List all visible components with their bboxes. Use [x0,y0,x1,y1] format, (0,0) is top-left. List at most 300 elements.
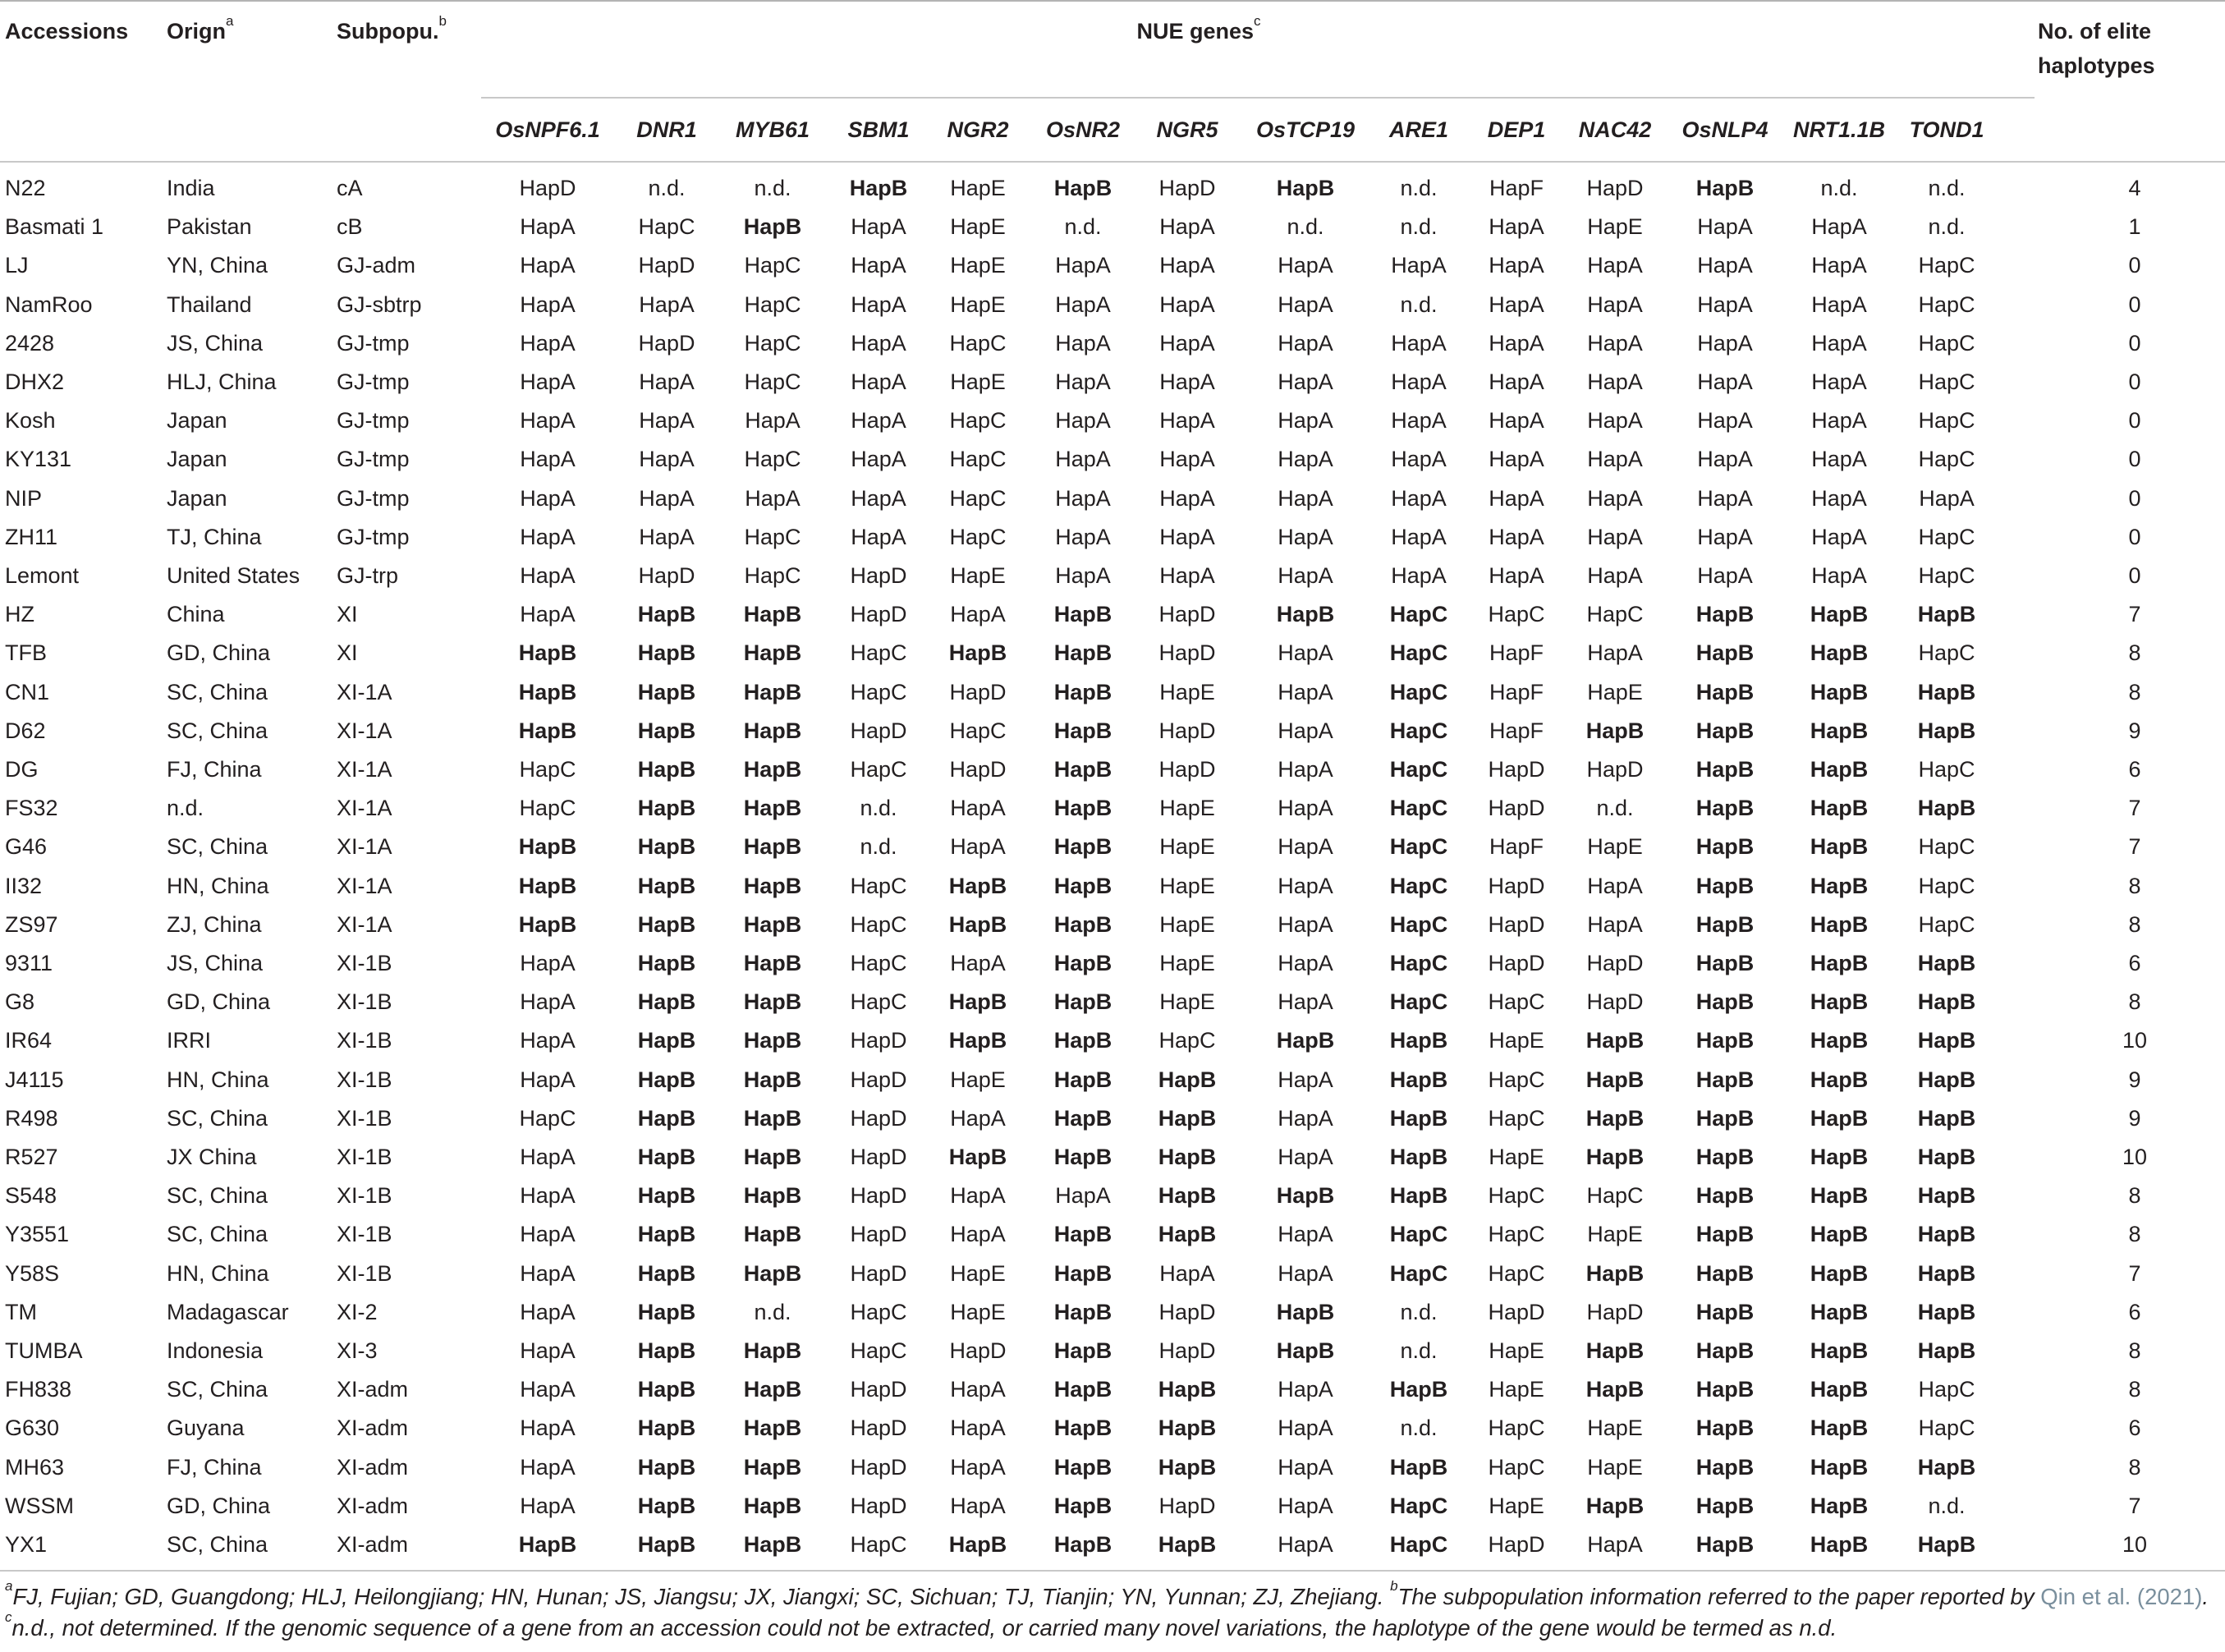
haplotype-cell-elite: HapB [743,1377,802,1402]
haplotype-cell: HapA [1697,447,1753,472]
subpop-cell: XI-1B [337,1067,392,1092]
subpop-cell: XI-adm [337,1532,409,1557]
haplotype-cell-elite: HapB [518,640,577,666]
haplotype-cell: HapA [950,796,1006,821]
haplotype-cell-elite: HapB [637,1028,696,1053]
haplotype-cell-elite: HapB [1810,796,1869,821]
haplotype-cell: HapA [1391,253,1447,278]
haplotype-cell-elite: HapB [948,873,1007,898]
accession-cell: FH838 [5,1377,72,1402]
haplotype-cell: HapA [1391,369,1447,394]
haplotype-cell: HapC [744,563,801,588]
elite-count-cell: 0 [2128,447,2141,472]
haplotype-cell: HapA [1159,1260,1215,1286]
origin-cell: JX China [167,1145,257,1169]
haplotype-cell: HapA [1278,1260,1333,1286]
haplotype-cell-elite: HapB [1276,1338,1335,1363]
accession-cell: Kosh [5,408,56,434]
haplotype-cell: HapC [1158,1028,1216,1053]
table-footnote: $^a$FJ, Fujian; GD, Guangdong; HLJ, Heilongjiang; HN, Hunan; JS, Jiangsu; JX, Jiangxi; SC, Sichuan; TJ, Tianjin; YN, Yunnan; ZJ, Zhejiang. $^b$The subpopulation information referred to the paper reported by Qin et al. (2021). $^c$n.d., not determined. If the genomic sequence of a gene from an accession could not be extracted, or carried many novel variations, the haplotype of the gene would be termed as n.d. [5,1578,2209,1641]
subpop-cell: GJ-adm [337,253,416,278]
haplotype-cell-elite: HapB [743,873,802,898]
haplotype-cell: HapA [1697,485,1753,511]
elite-count-cell: 8 [2128,1454,2141,1480]
haplotype-cell: HapE [1489,1493,1544,1518]
haplotype-cell: HapE [1159,873,1215,898]
haplotype-cell: HapA [1489,291,1544,317]
haplotype-cell-elite: HapB [743,911,802,937]
subpop-cell: XI-1B [337,989,392,1015]
haplotype-cell: HapA [1391,563,1447,588]
accession-cell: FS32 [5,796,58,821]
haplotype-cell: HapC [638,214,695,240]
table-row [0,750,2225,789]
table-row [0,1215,2225,1254]
top-rule [0,0,2225,2]
origin-cell: United States [167,563,300,588]
haplotype-cell-elite: HapB [948,1028,1007,1053]
haplotype-cell: HapA [1391,485,1447,511]
haplotype-cell: HapA [639,291,695,317]
haplotype-cell-elite: HapB [1810,1105,1869,1131]
haplotype-cell: HapA [1587,873,1643,898]
gene-header: OsTCP19 [1255,117,1356,142]
haplotype-cell: HapC [1918,330,1975,356]
haplotype-cell-elite: HapB [637,1183,696,1209]
haplotype-cell-elite: HapB [637,1260,696,1286]
haplotype-cell: HapA [1587,253,1643,278]
haplotype-cell-elite: HapB [1389,1183,1448,1209]
haplotype-cell-elite: HapB [518,1532,577,1557]
origin-cell: HN, China [167,1067,269,1092]
haplotype-cell-elite: HapB [1053,1222,1112,1247]
haplotype-cell: HapA [1055,408,1111,434]
haplotype-cell: HapA [1811,485,1867,511]
haplotype-cell-elite: HapB [1695,718,1755,743]
haplotype-cell: HapF [1489,176,1544,200]
haplotype-cell-elite: HapB [1585,1260,1645,1286]
haplotype-cell-elite: HapB [1276,602,1335,627]
haplotype-cell-elite: HapB [1053,1493,1112,1518]
gene-header: NGR5 [1156,117,1218,142]
accession-cell: CN1 [5,679,50,704]
accession-cell: MH63 [5,1454,65,1480]
haplotype-cell: HapC [519,796,576,821]
haplotype-cell: HapA [520,524,576,549]
haplotype-cell: HapE [1159,911,1215,937]
haplotype-cell-elite: HapB [1585,1377,1645,1402]
haplotype-cell: HapA [520,1493,576,1518]
haplotype-cell-elite: HapB [1158,1105,1217,1131]
subpop-cell: XI-adm [337,1416,409,1441]
haplotype-cell: HapD [1488,796,1545,821]
haplotype-cell-elite: HapB [1053,1067,1112,1092]
gene-header: NAC42 [1578,117,1652,142]
haplotype-cell: HapC [1586,602,1644,627]
haplotype-cell-elite: HapB [743,1145,802,1169]
haplotype-cell-elite: HapC [1389,989,1448,1015]
elite-count-cell: 0 [2128,291,2141,317]
haplotype-cell-elite: HapB [1917,1260,1976,1286]
haplotype-cell: HapC [1918,291,1975,317]
haplotype-cell-elite: HapB [743,1493,802,1518]
subpop-cell: XI-1B [337,1028,392,1053]
haplotype-cell-elite: HapB [849,176,908,200]
accession-cell: HZ [5,602,34,627]
haplotype-cell-elite: HapB [948,911,1007,937]
haplotype-cell-elite: HapB [637,640,696,666]
haplotype-cell: HapC [949,330,1007,356]
haplotype-cell-elite: HapB [743,757,802,782]
haplotype-cell: HapA [1055,563,1111,588]
haplotype-cell: HapA [950,1377,1006,1402]
table-row [0,518,2225,557]
table-row [0,557,2225,595]
origin-cell: SC, China [167,1377,268,1402]
subpop-cell: GJ-tmp [337,330,410,356]
haplotype-cell-elite: HapB [1917,1145,1976,1169]
haplotype-cell-elite: HapB [1810,1067,1869,1092]
haplotype-cell-elite: HapB [1810,1338,1869,1363]
haplotype-cell: HapA [520,1416,576,1441]
origin-cell: SC, China [167,1222,268,1247]
haplotype-cell: HapA [1278,834,1333,860]
table-row [0,208,2225,246]
haplotype-cell: HapD [1158,1299,1216,1324]
haplotype-cell: HapA [1278,524,1333,549]
haplotype-cell-elite: HapB [1389,1377,1448,1402]
haplotype-cell: HapC [1918,1377,1975,1402]
table-row [0,363,2225,402]
haplotype-cell: HapA [1278,1145,1333,1169]
elite-count-cell: 8 [2128,1183,2141,1209]
haplotype-cell: HapA [1159,408,1215,434]
haplotype-cell-elite: HapB [1810,911,1869,937]
haplotype-cell: HapE [950,369,1006,394]
haplotype-cell: HapA [1278,679,1333,704]
citation-link[interactable]: Qin et al. (2021) [2040,1584,2203,1609]
haplotype-cell: n.d. [1400,214,1438,240]
haplotype-cell-elite: HapB [1389,1067,1448,1092]
haplotype-cell: HapC [1918,253,1975,278]
accession-cell: G46 [5,834,48,860]
haplotype-cell: HapC [1918,911,1975,937]
haplotype-cell: HapA [1919,485,1975,511]
origin-cell: YN, China [167,253,268,278]
haplotype-cell: HapA [1587,369,1643,394]
haplotype-cell-elite: HapB [518,718,577,743]
haplotype-cell: HapE [950,1260,1006,1286]
elite-count-cell: 8 [2128,1377,2141,1402]
haplotype-cell: HapE [1489,1028,1544,1053]
haplotype-cell: HapE [950,291,1006,317]
accession-cell: J4115 [5,1067,64,1092]
haplotype-cell-elite: HapB [1053,640,1112,666]
haplotype-cell-elite: HapB [1810,1454,1869,1480]
haplotype-cell-elite: HapB [1810,989,1869,1015]
haplotype-cell-elite: HapB [1053,1145,1112,1169]
haplotype-cell: HapC [1918,563,1975,588]
haplotype-cell-elite: HapB [1053,176,1112,200]
haplotype-cell-elite: HapB [637,718,696,743]
elite-count-cell: 7 [2128,834,2141,860]
haplotype-cell: HapA [1278,485,1333,511]
haplotype-cell: HapC [1918,1416,1975,1441]
haplotype-cell: HapA [1587,408,1643,434]
haplotype-cell: HapD [850,1377,907,1402]
col-header-elite-count: No. of elite haplotypes [2038,19,2155,78]
haplotype-cell: HapA [1587,291,1643,317]
elite-count-cell: 8 [2128,911,2141,937]
haplotype-cell-elite: HapB [1810,873,1869,898]
haplotype-cell: HapA [1587,485,1643,511]
haplotype-cell-elite: HapB [743,1222,802,1247]
haplotype-cell-elite: HapB [1695,911,1755,937]
subpop-cell: XI-1B [337,951,392,975]
haplotype-cell: HapA [1159,291,1215,317]
haplotype-cell: HapA [851,291,906,317]
haplotype-cell-elite: HapB [743,214,802,240]
haplotype-cell: n.d. [860,834,897,860]
table-row [0,1177,2225,1215]
haplotype-cell-elite: HapB [1917,679,1976,704]
gene-header: SBM1 [847,117,910,142]
subpop-cell: XI-1A [337,834,392,860]
subpop-cell: cA [337,176,363,200]
subpop-cell: GJ-trp [337,563,399,588]
haplotype-cell: HapC [744,330,801,356]
haplotype-cell: HapE [950,176,1006,200]
haplotype-cell: HapC [1586,1183,1644,1209]
haplotype-cell-elite: HapB [1695,1493,1755,1518]
accession-cell: II32 [5,873,43,898]
haplotype-cell-elite: HapB [1695,176,1755,200]
table-row [0,906,2225,944]
gene-header: OsNPF6.1 [495,117,600,142]
haplotype-cell-elite: HapB [1276,176,1335,200]
haplotype-cell: HapA [1278,369,1333,394]
haplotype-cell: HapC [949,524,1007,549]
elite-count-cell: 8 [2128,1222,2141,1247]
haplotype-cell: HapC [1488,602,1545,627]
haplotype-cell: HapD [1158,1493,1216,1518]
haplotype-cell: HapA [1489,214,1544,240]
subpop-cell: XI-1A [337,757,392,782]
haplotype-cell-elite: HapB [1158,1222,1217,1247]
haplotype-cell: HapF [1489,679,1544,704]
haplotype-cell: HapA [1278,1067,1333,1092]
haplotype-cell: HapD [949,757,1007,782]
table-row [0,324,2225,363]
haplotype-cell: HapA [1697,214,1753,240]
subpop-cell: GJ-sbtrp [337,291,422,317]
haplotype-cell-elite: HapC [1389,602,1448,627]
haplotype-cell: HapC [850,911,907,937]
haplotype-cell: HapE [1587,1416,1643,1441]
haplotype-cell: HapC [1488,989,1545,1015]
haplotype-cell: HapE [1159,951,1215,975]
haplotype-cell: HapD [638,253,695,278]
haplotype-cell: HapA [950,1493,1006,1518]
haplotype-cell-elite: HapC [1389,911,1448,937]
origin-cell: HN, China [167,1260,269,1286]
origin-cell: JS, China [167,330,264,356]
haplotype-cell-elite: HapB [1158,1067,1217,1092]
haplotype-cell: HapA [520,563,576,588]
haplotype-cell: HapA [1278,1532,1333,1557]
haplotype-cell: HapA [1811,330,1867,356]
origin-cell: Japan [167,485,227,511]
table-row [0,286,2225,324]
haplotype-cell-elite: HapB [518,834,577,860]
haplotype-cell-elite: HapC [1389,640,1448,666]
elite-count-cell: 9 [2128,1105,2141,1131]
haplotype-cell-elite: HapB [743,1532,802,1557]
subpop-cell: XI-1B [337,1183,392,1209]
haplotype-cell: HapC [850,1299,907,1324]
haplotype-cell-elite: HapB [743,951,802,975]
haplotype-cell-elite: HapB [1917,1028,1976,1053]
haplotype-cell: HapA [1697,524,1753,549]
haplotype-cell: HapD [850,1105,907,1131]
haplotype-cell-elite: HapB [1810,1299,1869,1324]
origin-cell: SC, China [167,718,268,743]
haplotype-cell: HapA [520,253,576,278]
haplotype-cell-elite: HapC [1389,1222,1448,1247]
elite-count-cell: 0 [2128,330,2141,356]
accession-cell: Basmati 1 [5,214,104,240]
origin-cell: FJ, China [167,757,262,782]
col-header-subpop: Subpopu.$^b$ [337,13,447,44]
haplotype-cell: HapE [1489,1145,1544,1169]
haplotype-cell: HapA [520,1338,576,1363]
haplotype-cell: HapC [1918,524,1975,549]
haplotype-cell-elite: HapB [637,989,696,1015]
haplotype-cell: HapA [520,951,576,975]
haplotype-cell: HapA [950,1183,1006,1209]
subpop-cell: GJ-tmp [337,524,410,549]
gene-header: ARE1 [1388,117,1449,142]
accession-cell: DG [5,757,39,782]
haplotype-cell-elite: HapB [637,1532,696,1557]
haplotype-cell-elite: HapB [1053,1260,1112,1286]
haplotype-cell-elite: HapB [1053,1532,1112,1557]
elite-count-cell: 1 [2128,214,2141,240]
nue-genes-underline [481,97,2035,99]
haplotype-cell: HapA [1811,563,1867,588]
haplotype-cell: HapA [520,602,576,627]
origin-cell: HLJ, China [167,369,277,394]
haplotype-cell: n.d. [1400,291,1438,317]
haplotype-cell-elite: HapB [1695,1067,1755,1092]
haplotype-cell-elite: HapB [743,796,802,821]
origin-cell: Thailand [167,291,252,317]
haplotype-cell: HapA [1278,989,1333,1015]
haplotype-cell-elite: HapB [1695,679,1755,704]
haplotype-cell-elite: HapB [743,1067,802,1092]
haplotype-cell-elite: HapB [1389,1454,1448,1480]
haplotype-cell: HapD [1488,873,1545,898]
haplotype-cell: HapD [850,1222,907,1247]
haplotype-cell-elite: HapC [1389,757,1448,782]
haplotype-cell-elite: HapC [1389,1260,1448,1286]
haplotype-cell: HapA [1587,330,1643,356]
haplotype-cell: HapE [1159,679,1215,704]
subpop-cell: XI-3 [337,1338,378,1363]
haplotype-cell-elite: HapB [1053,1454,1112,1480]
col-header-nue-genes: NUE genes$^c$ [1136,13,1261,44]
haplotype-cell: HapE [1489,1377,1544,1402]
haplotype-cell-elite: HapB [1276,1183,1335,1209]
origin-cell: TJ, China [167,524,262,549]
haplotype-cell-elite: HapB [637,679,696,704]
elite-count-cell: 7 [2128,1260,2141,1286]
haplotype-cell: HapA [851,253,906,278]
haplotype-cell: HapC [850,1532,907,1557]
haplotype-cell: HapE [1587,1222,1643,1247]
haplotype-cell: HapA [1489,369,1544,394]
haplotype-cell: HapC [1488,1105,1545,1131]
haplotype-cell-elite: HapB [743,679,802,704]
haplotype-cell-elite: HapC [1389,873,1448,898]
haplotype-cell: HapA [745,485,801,511]
haplotype-cell-elite: HapB [1053,911,1112,937]
haplotype-cell: HapC [1918,640,1975,666]
haplotype-cell: HapA [1278,1222,1333,1247]
origin-cell: SC, China [167,834,268,860]
haplotype-cell-elite: HapB [1917,1183,1976,1209]
haplotype-cell-elite: HapB [518,873,577,898]
elite-count-cell: 0 [2128,253,2141,278]
haplotype-cell: HapA [1278,1454,1333,1480]
haplotype-cell-elite: HapB [1053,989,1112,1015]
haplotype-cell: HapA [520,330,576,356]
haplotype-cell: HapA [1278,291,1333,317]
haplotype-cell-elite: HapB [1917,602,1976,627]
origin-cell: SC, China [167,679,268,704]
haplotype-cell-elite: HapB [1585,1338,1645,1363]
table-row [0,1332,2225,1370]
haplotype-cell-elite: HapB [1053,1338,1112,1363]
elite-count-cell: 4 [2128,176,2141,200]
haplotype-cell: HapA [1587,640,1643,666]
haplotype-cell-elite: HapB [637,1416,696,1441]
haplotype-cell: HapA [1811,214,1867,240]
haplotype-cell: HapA [1055,1183,1111,1209]
haplotype-cell: n.d. [1928,176,1966,200]
haplotype-cell: n.d. [648,176,686,200]
table-row [0,944,2225,983]
haplotype-cell-elite: HapB [1810,1377,1869,1402]
haplotype-cell: HapA [1811,408,1867,434]
haplotype-cell: HapA [639,369,695,394]
haplotype-cell-elite: HapB [1158,1377,1217,1402]
elite-count-cell: 7 [2128,796,2141,821]
table-row [0,1138,2225,1177]
haplotype-cell: HapC [850,951,907,975]
haplotype-cell: HapA [639,485,695,511]
header-bottom-rule [0,161,2225,163]
table-row [0,634,2225,672]
haplotype-cell: HapD [850,563,907,588]
haplotype-cell-elite: HapB [1917,951,1976,975]
elite-count-cell: 6 [2128,951,2141,975]
accession-cell: ZH11 [5,524,58,549]
gene-header: NRT1.1B [1792,117,1886,142]
haplotype-cell: HapE [1159,989,1215,1015]
haplotype-cell-elite: HapB [743,1183,802,1209]
haplotype-cell: HapC [1918,873,1975,898]
